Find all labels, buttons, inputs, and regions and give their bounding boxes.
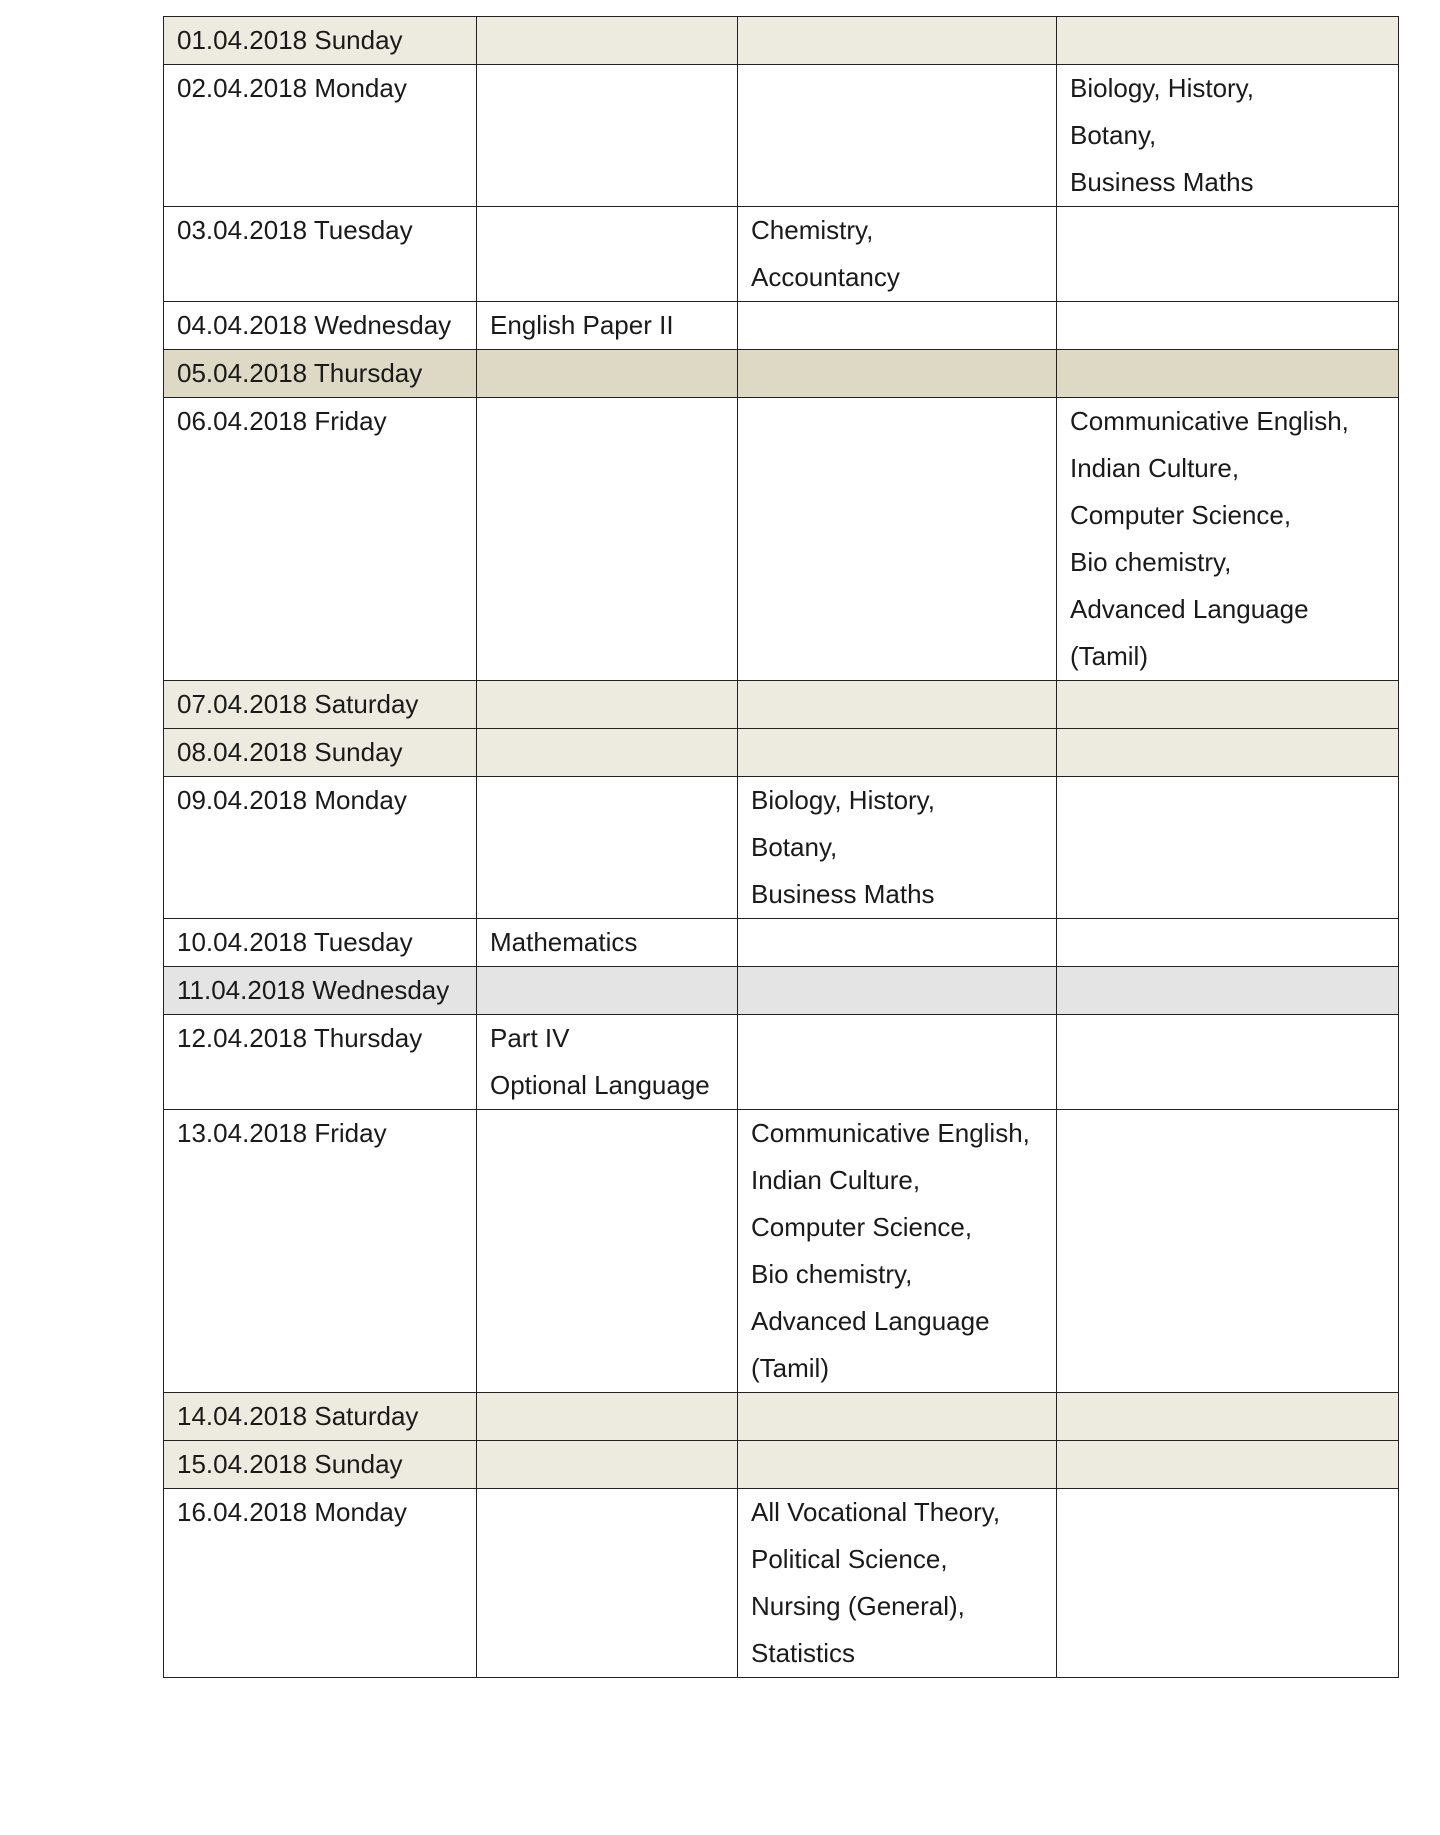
table-row <box>164 967 1399 1015</box>
date-label: 06.04.2018 Friday <box>177 406 387 436</box>
subject-cell <box>738 65 1057 207</box>
date-cell <box>164 398 477 681</box>
subject-line: Botany, <box>751 832 838 862</box>
subject-cell <box>738 681 1057 729</box>
subject-cell <box>738 1015 1057 1110</box>
date-cell <box>164 729 477 777</box>
subject-cell <box>1057 302 1399 350</box>
subject-cell <box>738 729 1057 777</box>
subject-cell <box>477 967 738 1015</box>
subject-cell <box>1057 17 1399 65</box>
table-row <box>164 350 1399 398</box>
date-label: 14.04.2018 Saturday <box>177 1401 419 1431</box>
date-label: 02.04.2018 Monday <box>177 73 407 103</box>
subject-cell <box>477 1441 738 1489</box>
table-row <box>164 1441 1399 1489</box>
table-row <box>164 919 1399 967</box>
date-cell <box>164 17 477 65</box>
subject-line: Indian Culture, <box>1070 453 1240 483</box>
subject-line: Part IV <box>490 1023 570 1053</box>
subject-cell <box>477 398 738 681</box>
subject-cell <box>738 398 1057 681</box>
subject-cell <box>477 302 738 350</box>
subject-cell <box>477 65 738 207</box>
date-label: 05.04.2018 Thursday <box>177 358 423 388</box>
date-cell <box>164 302 477 350</box>
date-label: 04.04.2018 Wednesday <box>177 310 452 340</box>
date-cell <box>164 967 477 1015</box>
table-row <box>164 398 1399 681</box>
subject-line: Biology, History, <box>1070 73 1254 103</box>
subject-cell <box>477 919 738 967</box>
subject-line: All Vocational Theory, <box>751 1497 1001 1527</box>
date-label: 03.04.2018 Tuesday <box>177 215 413 245</box>
subject-cell <box>477 1015 738 1110</box>
date-label: 10.04.2018 Tuesday <box>177 927 413 957</box>
date-label: 09.04.2018 Monday <box>177 785 407 815</box>
date-cell <box>164 919 477 967</box>
subject-line: Statistics <box>751 1638 856 1668</box>
date-label: 01.04.2018 Sunday <box>177 25 403 55</box>
subject-cell <box>1057 729 1399 777</box>
date-cell <box>164 777 477 919</box>
date-cell <box>164 1110 477 1393</box>
table-row <box>164 17 1399 65</box>
date-label: 11.04.2018 Wednesday <box>177 975 450 1005</box>
date-label: 07.04.2018 Saturday <box>177 689 419 719</box>
subject-line: (Tamil) <box>1070 641 1148 671</box>
subject-line: Business Maths <box>1070 167 1254 197</box>
subject-line: Computer Science, <box>751 1212 973 1242</box>
subject-cell <box>1057 777 1399 919</box>
date-cell <box>164 350 477 398</box>
subject-cell <box>1057 350 1399 398</box>
subject-cell <box>477 1110 738 1393</box>
subject-cell <box>1057 1110 1399 1393</box>
table-row <box>164 302 1399 350</box>
subject-line: Bio chemistry, <box>1070 547 1232 577</box>
subject-line: Bio chemistry, <box>751 1259 913 1289</box>
date-cell <box>164 1489 477 1678</box>
table-row <box>164 1015 1399 1110</box>
subject-line: (Tamil) <box>751 1353 829 1383</box>
subject-cell <box>1057 65 1399 207</box>
date-cell <box>164 207 477 302</box>
subject-cell <box>1057 1489 1399 1678</box>
subject-line: Indian Culture, <box>751 1165 921 1195</box>
subject-cell <box>738 1110 1057 1393</box>
subject-line: Optional Language <box>490 1070 710 1100</box>
table-row <box>164 65 1399 207</box>
subject-cell <box>477 777 738 919</box>
date-label: 15.04.2018 Sunday <box>177 1449 403 1479</box>
date-cell <box>164 1441 477 1489</box>
subject-cell <box>738 350 1057 398</box>
subject-line: Business Maths <box>751 879 935 909</box>
table-row <box>164 681 1399 729</box>
subject-cell <box>477 1489 738 1678</box>
subject-line: Communicative English, <box>751 1118 1030 1148</box>
exam-timetable-table <box>163 16 1399 1678</box>
date-label: 12.04.2018 Thursday <box>177 1023 423 1053</box>
subject-cell <box>738 1393 1057 1441</box>
date-cell <box>164 681 477 729</box>
table-row <box>164 729 1399 777</box>
subject-cell <box>477 729 738 777</box>
subject-line: Biology, History, <box>751 785 935 815</box>
subject-cell <box>477 1393 738 1441</box>
subject-cell <box>1057 207 1399 302</box>
subject-cell <box>477 17 738 65</box>
subject-cell <box>1057 1393 1399 1441</box>
subject-cell <box>1057 1015 1399 1110</box>
subject-line: English Paper II <box>490 310 674 340</box>
subject-line: Botany, <box>1070 120 1157 150</box>
table-row <box>164 777 1399 919</box>
subject-cell <box>1057 1441 1399 1489</box>
subject-line: Chemistry, <box>751 215 874 245</box>
subject-line: Accountancy <box>751 262 900 292</box>
subject-line: Nursing (General), <box>751 1591 965 1621</box>
subject-cell <box>1057 919 1399 967</box>
date-label: 16.04.2018 Monday <box>177 1497 407 1527</box>
subject-cell <box>738 302 1057 350</box>
subject-line: Advanced Language <box>751 1306 990 1336</box>
subject-line: Political Science, <box>751 1544 948 1574</box>
subject-cell <box>1057 398 1399 681</box>
table-row <box>164 1489 1399 1678</box>
subject-cell <box>738 17 1057 65</box>
subject-cell <box>738 777 1057 919</box>
subject-cell <box>477 681 738 729</box>
subject-cell <box>738 1489 1057 1678</box>
date-label: 08.04.2018 Sunday <box>177 737 403 767</box>
date-cell <box>164 1393 477 1441</box>
subject-line: Advanced Language <box>1070 594 1309 624</box>
subject-cell <box>738 207 1057 302</box>
table-row <box>164 1393 1399 1441</box>
subject-line: Mathematics <box>490 927 638 957</box>
subject-line: Communicative English, <box>1070 406 1349 436</box>
subject-line: Computer Science, <box>1070 500 1292 530</box>
table-row <box>164 207 1399 302</box>
date-label: 13.04.2018 Friday <box>177 1118 387 1148</box>
subject-cell <box>1057 967 1399 1015</box>
subject-cell <box>738 919 1057 967</box>
subject-cell <box>1057 681 1399 729</box>
table-row <box>164 1110 1399 1393</box>
timetable-body <box>164 17 1399 1678</box>
subject-cell <box>738 967 1057 1015</box>
subject-cell <box>738 1441 1057 1489</box>
date-cell <box>164 1015 477 1110</box>
date-cell <box>164 65 477 207</box>
subject-cell <box>477 207 738 302</box>
subject-cell <box>477 350 738 398</box>
